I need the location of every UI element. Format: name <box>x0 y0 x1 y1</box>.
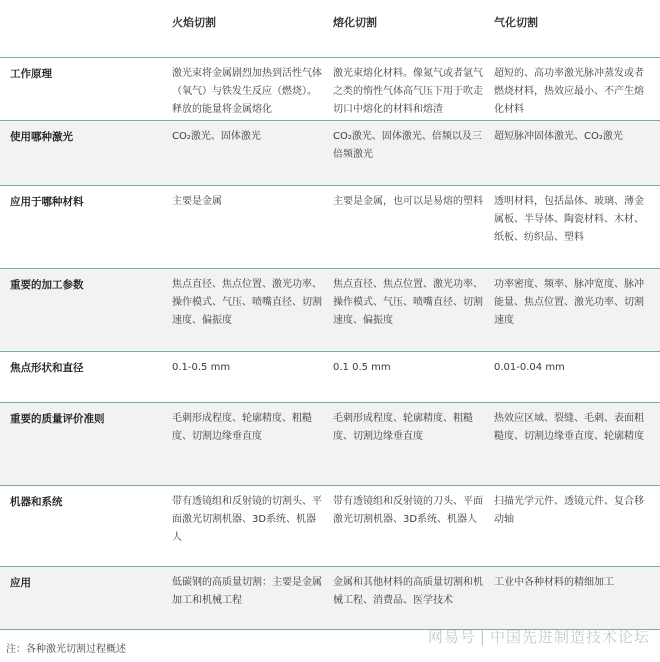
row-label: 焦点形状和直径 <box>10 362 84 374</box>
cell-melt: 毛刺形成程度、轮廓精度、粗糙度、切割边缘垂直度 <box>333 413 473 442</box>
row-label: 重要的加工参数 <box>10 279 84 291</box>
cell-flame: 低碳钢的高质量切割：主要是金属加工和机械工程 <box>172 577 322 606</box>
cell-melt: 金属和其他材料的高质量切割和机械工程、消费品、医学技术 <box>333 577 483 606</box>
cell-melt: 主要是金属，也可以是易熔的塑料 <box>333 196 483 207</box>
cell-vapor: 0.01-0.04 mm <box>494 362 565 373</box>
watermark-brand: 网易号 <box>427 628 476 646</box>
cell-melt: 带有透镜组和反射镜的刀头、平面激光切割机器、3D系统、机器人 <box>333 496 483 525</box>
row-label: 应用于哪种材料 <box>10 196 84 208</box>
cell-melt: 激光束熔化材料。像氮气或者氩气之类的惰性气体高气压下用于吹走切口中熔化的材料和熔渣 <box>333 68 483 115</box>
footnote: 注：各种激光切割过程概述 <box>6 644 126 655</box>
cell-flame: 主要是金属 <box>172 196 222 207</box>
row-label: 使用哪种激光 <box>10 131 73 143</box>
cell-vapor: 功率密度、频率、脉冲宽度、脉冲能量、焦点位置、激光功率、切割速度 <box>494 279 644 326</box>
cell-flame: 带有透镜组和反射镜的切割头、平面激光切割机器、3D系统、机器人 <box>172 496 322 543</box>
cell-flame: 0.1-0.5 mm <box>172 362 231 373</box>
cell-vapor: 热效应区域、裂缝、毛刺、表面粗糙度、切割边缘垂直度、轮廓精度 <box>494 413 644 442</box>
table-row <box>0 269 660 352</box>
table-header <box>0 0 660 58</box>
row-label: 重要的质量评价准则 <box>10 413 105 425</box>
watermark-separator: | <box>479 627 486 646</box>
table-row <box>0 403 660 486</box>
row-label: 应用 <box>10 577 31 589</box>
cell-flame: 毛刺形成程度、轮廓精度、粗糙度、切割边缘垂直度 <box>172 413 312 442</box>
table-row <box>0 486 660 567</box>
cell-vapor: 扫描光学元件、透镜元件、复合移动轴 <box>494 496 644 525</box>
table-row <box>0 567 660 630</box>
table-row <box>0 186 660 269</box>
row-label: 机器和系统 <box>10 496 63 508</box>
cell-flame: 激光束将金属剧烈加热到活性气体（氧气）与铁发生反应（燃烧）。释放的能量将金属熔化 <box>172 68 322 115</box>
column-header-melt: 熔化切割 <box>333 16 377 29</box>
table-row <box>0 121 660 186</box>
cell-melt: 0.1 0.5 mm <box>333 362 391 373</box>
column-header-vapor: 气化切割 <box>494 16 538 29</box>
watermark <box>428 626 650 647</box>
row-label: 工作原理 <box>10 68 52 80</box>
cell-melt: 焦点直径、焦点位置、激光功率、操作模式、气压、喷嘴直径、切割速度、偏振度 <box>333 279 483 326</box>
cell-melt: CO₂激光、固体激光、倍频以及三倍频激光 <box>333 131 482 160</box>
cell-flame: CO₂激光、固体激光 <box>172 131 261 142</box>
column-header-flame: 火焰切割 <box>172 16 216 29</box>
table-row <box>0 58 660 121</box>
cell-flame: 焦点直径、焦点位置、激光功率、操作模式、气压、喷嘴直径、切割速度、偏振度 <box>172 279 322 326</box>
cell-vapor: 工业中各种材料的精细加工 <box>494 577 614 588</box>
table-row <box>0 352 660 403</box>
watermark-name: 中国先进制造技术论坛 <box>489 628 650 646</box>
cell-vapor: 超短脉冲固体激光、CO₂激光 <box>494 131 623 142</box>
cell-vapor: 透明材料，包括晶体、玻璃、薄金属板、半导体、陶瓷材料、木材、纸板、纺织品、塑料 <box>494 196 644 243</box>
cell-vapor: 超短的、高功率激光脉冲蒸发或者燃烧材料，热效应最小、不产生熔化材料 <box>494 68 644 115</box>
